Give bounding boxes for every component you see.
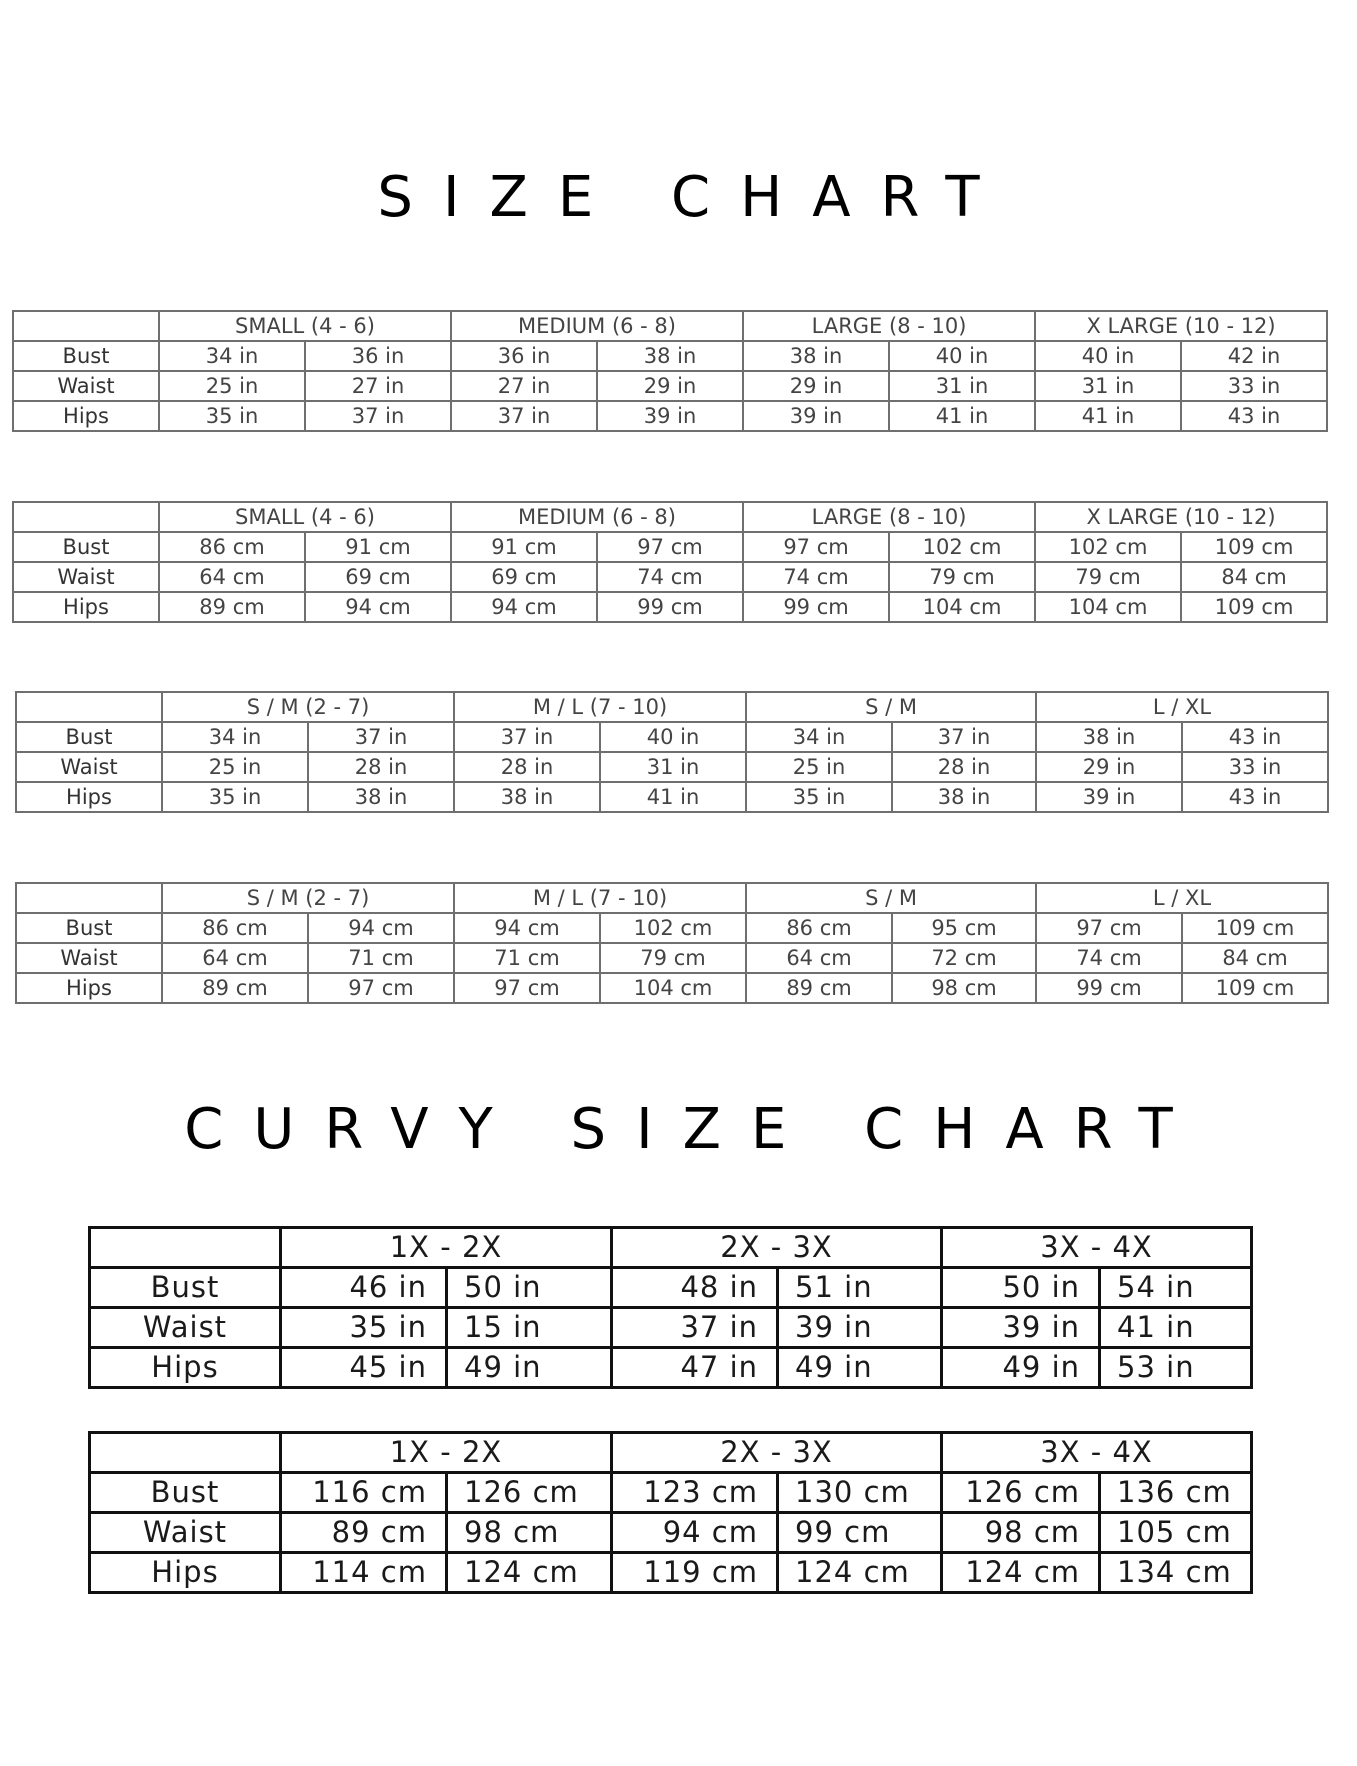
measurement-label: Waist bbox=[13, 562, 159, 592]
measurement-value: 45 in bbox=[281, 1348, 447, 1388]
measurement-value: 89 cm bbox=[281, 1513, 447, 1553]
measurement-label: Bust bbox=[90, 1473, 281, 1513]
measurement-value: 27 in bbox=[305, 371, 451, 401]
measurement-value: 84 cm bbox=[1181, 562, 1327, 592]
measurement-value: 126 cm bbox=[942, 1473, 1100, 1513]
measurement-value: 79 cm bbox=[1035, 562, 1181, 592]
curvy-size-chart-title: CURVY SIZE CHART bbox=[184, 1097, 1203, 1162]
measurement-value: 94 cm bbox=[451, 592, 597, 622]
size-table bbox=[12, 501, 1328, 623]
size-group-header: S / M (2 - 7) bbox=[162, 692, 454, 722]
measurement-value: 34 in bbox=[162, 722, 308, 752]
measurement-value: 109 cm bbox=[1181, 592, 1327, 622]
measurement-value: 43 in bbox=[1182, 722, 1328, 752]
measurement-value: 43 in bbox=[1181, 401, 1327, 431]
measurement-value: 28 in bbox=[892, 752, 1036, 782]
measurement-value: 25 in bbox=[746, 752, 892, 782]
table-corner-cell bbox=[90, 1433, 281, 1473]
measurement-value: 37 in bbox=[305, 401, 451, 431]
measurement-value: 71 cm bbox=[308, 943, 454, 973]
measurement-value: 97 cm bbox=[743, 532, 889, 562]
measurement-label: Hips bbox=[13, 401, 159, 431]
measurement-value: 97 cm bbox=[1036, 913, 1182, 943]
measurement-value: 134 cm bbox=[1100, 1553, 1252, 1593]
measurement-value: 97 cm bbox=[597, 532, 743, 562]
measurement-value: 74 cm bbox=[743, 562, 889, 592]
size-group-header: X LARGE (10 - 12) bbox=[1035, 502, 1327, 532]
table-corner-cell bbox=[16, 883, 162, 913]
size-group-header: 2X - 3X bbox=[612, 1228, 942, 1268]
measurement-value: 89 cm bbox=[162, 973, 308, 1003]
measurement-value: 54 in bbox=[1100, 1268, 1252, 1308]
measurement-value: 37 in bbox=[308, 722, 454, 752]
size-group-header: S / M bbox=[746, 883, 1036, 913]
measurement-value: 102 cm bbox=[600, 913, 746, 943]
table-header-row bbox=[16, 883, 1328, 913]
measurement-value: 104 cm bbox=[889, 592, 1035, 622]
size-group-header: 3X - 4X bbox=[942, 1228, 1252, 1268]
table-header-row bbox=[13, 311, 1327, 341]
measurement-value: 124 cm bbox=[942, 1553, 1100, 1593]
measurement-value: 25 in bbox=[159, 371, 305, 401]
table-row bbox=[13, 371, 1327, 401]
measurement-value: 40 in bbox=[1035, 341, 1181, 371]
measurement-label: Waist bbox=[16, 943, 162, 973]
measurement-value: 38 in bbox=[892, 782, 1036, 812]
measurement-value: 69 cm bbox=[305, 562, 451, 592]
measurement-value: 38 in bbox=[454, 782, 600, 812]
measurement-value: 86 cm bbox=[746, 913, 892, 943]
measurement-value: 37 in bbox=[612, 1308, 778, 1348]
table-row bbox=[90, 1553, 1252, 1593]
measurement-value: 29 in bbox=[743, 371, 889, 401]
measurement-value: 38 in bbox=[1036, 722, 1182, 752]
table-header-row bbox=[90, 1433, 1252, 1473]
measurement-label: Bust bbox=[13, 341, 159, 371]
measurement-value: 74 cm bbox=[597, 562, 743, 592]
measurement-value: 35 in bbox=[281, 1308, 447, 1348]
measurement-value: 35 in bbox=[159, 401, 305, 431]
size-table bbox=[15, 882, 1329, 1004]
measurement-value: 94 cm bbox=[612, 1513, 778, 1553]
measurement-label: Bust bbox=[16, 913, 162, 943]
measurement-value: 124 cm bbox=[778, 1553, 942, 1593]
measurement-label: Waist bbox=[13, 371, 159, 401]
measurement-value: 41 in bbox=[889, 401, 1035, 431]
measurement-value: 41 in bbox=[1100, 1308, 1252, 1348]
size-group-header: 2X - 3X bbox=[612, 1433, 942, 1473]
measurement-value: 34 in bbox=[746, 722, 892, 752]
measurement-value: 64 cm bbox=[162, 943, 308, 973]
table-header-row bbox=[90, 1228, 1252, 1268]
measurement-value: 49 in bbox=[447, 1348, 612, 1388]
measurement-value: 94 cm bbox=[305, 592, 451, 622]
measurement-value: 126 cm bbox=[447, 1473, 612, 1513]
measurement-value: 64 cm bbox=[746, 943, 892, 973]
measurement-value: 49 in bbox=[778, 1348, 942, 1388]
measurement-value: 89 cm bbox=[746, 973, 892, 1003]
measurement-value: 37 in bbox=[892, 722, 1036, 752]
measurement-label: Hips bbox=[13, 592, 159, 622]
measurement-value: 51 in bbox=[778, 1268, 942, 1308]
measurement-value: 29 in bbox=[1036, 752, 1182, 782]
measurement-value: 98 cm bbox=[892, 973, 1036, 1003]
measurement-value: 43 in bbox=[1182, 782, 1328, 812]
measurement-value: 15 in bbox=[447, 1308, 612, 1348]
measurement-label: Bust bbox=[13, 532, 159, 562]
measurement-value: 72 cm bbox=[892, 943, 1036, 973]
size-group-header: X LARGE (10 - 12) bbox=[1035, 311, 1327, 341]
measurement-value: 35 in bbox=[162, 782, 308, 812]
measurement-value: 33 in bbox=[1182, 752, 1328, 782]
table-row bbox=[90, 1473, 1252, 1513]
table-row bbox=[13, 532, 1327, 562]
measurement-value: 74 cm bbox=[1036, 943, 1182, 973]
measurement-label: Waist bbox=[90, 1308, 281, 1348]
measurement-value: 38 in bbox=[597, 341, 743, 371]
table-row bbox=[16, 973, 1328, 1003]
measurement-value: 49 in bbox=[942, 1348, 1100, 1388]
table-header-row bbox=[16, 692, 1328, 722]
table-corner-cell bbox=[16, 692, 162, 722]
measurement-value: 79 cm bbox=[600, 943, 746, 973]
size-group-header: LARGE (8 - 10) bbox=[743, 502, 1035, 532]
table-row bbox=[16, 752, 1328, 782]
measurement-value: 28 in bbox=[308, 752, 454, 782]
size-group-header: S / M (2 - 7) bbox=[162, 883, 454, 913]
measurement-value: 130 cm bbox=[778, 1473, 942, 1513]
measurement-label: Waist bbox=[90, 1513, 281, 1553]
measurement-value: 31 in bbox=[889, 371, 1035, 401]
measurement-value: 95 cm bbox=[892, 913, 1036, 943]
measurement-value: 37 in bbox=[451, 401, 597, 431]
size-group-header: L / XL bbox=[1036, 692, 1328, 722]
measurement-value: 102 cm bbox=[889, 532, 1035, 562]
measurement-value: 37 in bbox=[454, 722, 600, 752]
curvy-size-table bbox=[88, 1226, 1253, 1389]
measurement-value: 109 cm bbox=[1182, 973, 1328, 1003]
size-group-header: 3X - 4X bbox=[942, 1433, 1252, 1473]
measurement-value: 105 cm bbox=[1100, 1513, 1252, 1553]
measurement-value: 39 in bbox=[597, 401, 743, 431]
table-row bbox=[16, 722, 1328, 752]
measurement-value: 46 in bbox=[281, 1268, 447, 1308]
measurement-value: 99 cm bbox=[743, 592, 889, 622]
measurement-value: 40 in bbox=[889, 341, 1035, 371]
measurement-value: 36 in bbox=[451, 341, 597, 371]
measurement-value: 91 cm bbox=[451, 532, 597, 562]
measurement-label: Hips bbox=[16, 973, 162, 1003]
table-header-row bbox=[13, 502, 1327, 532]
table-row bbox=[90, 1268, 1252, 1308]
table-corner-cell bbox=[13, 311, 159, 341]
measurement-value: 34 in bbox=[159, 341, 305, 371]
measurement-value: 104 cm bbox=[1035, 592, 1181, 622]
measurement-label: Hips bbox=[90, 1348, 281, 1388]
table-row bbox=[13, 341, 1327, 371]
size-group-header: SMALL (4 - 6) bbox=[159, 311, 451, 341]
table-row bbox=[90, 1308, 1252, 1348]
measurement-value: 79 cm bbox=[889, 562, 1035, 592]
measurement-value: 38 in bbox=[308, 782, 454, 812]
table-row bbox=[90, 1513, 1252, 1553]
size-group-header: 1X - 2X bbox=[281, 1228, 612, 1268]
measurement-value: 28 in bbox=[454, 752, 600, 782]
measurement-label: Waist bbox=[16, 752, 162, 782]
measurement-value: 31 in bbox=[1035, 371, 1181, 401]
measurement-value: 97 cm bbox=[454, 973, 600, 1003]
measurement-value: 25 in bbox=[162, 752, 308, 782]
measurement-value: 99 cm bbox=[1036, 973, 1182, 1003]
measurement-value: 50 in bbox=[942, 1268, 1100, 1308]
measurement-value: 64 cm bbox=[159, 562, 305, 592]
measurement-value: 86 cm bbox=[159, 532, 305, 562]
size-group-header: LARGE (8 - 10) bbox=[743, 311, 1035, 341]
table-row bbox=[16, 913, 1328, 943]
measurement-value: 31 in bbox=[600, 752, 746, 782]
measurement-value: 116 cm bbox=[281, 1473, 447, 1513]
measurement-value: 39 in bbox=[942, 1308, 1100, 1348]
measurement-value: 114 cm bbox=[281, 1553, 447, 1593]
size-table bbox=[15, 691, 1329, 813]
table-row bbox=[16, 782, 1328, 812]
table-row bbox=[13, 562, 1327, 592]
measurement-value: 89 cm bbox=[159, 592, 305, 622]
measurement-value: 71 cm bbox=[454, 943, 600, 973]
measurement-value: 91 cm bbox=[305, 532, 451, 562]
measurement-value: 99 cm bbox=[597, 592, 743, 622]
measurement-value: 136 cm bbox=[1100, 1473, 1252, 1513]
measurement-value: 39 in bbox=[778, 1308, 942, 1348]
size-group-header: MEDIUM (6 - 8) bbox=[451, 502, 743, 532]
measurement-value: 97 cm bbox=[308, 973, 454, 1003]
measurement-value: 39 in bbox=[743, 401, 889, 431]
size-chart-title: SIZE CHART bbox=[377, 165, 1010, 230]
measurement-value: 27 in bbox=[451, 371, 597, 401]
measurement-value: 35 in bbox=[746, 782, 892, 812]
measurement-value: 84 cm bbox=[1182, 943, 1328, 973]
measurement-value: 41 in bbox=[600, 782, 746, 812]
table-row bbox=[90, 1348, 1252, 1388]
measurement-value: 47 in bbox=[612, 1348, 778, 1388]
measurement-value: 36 in bbox=[305, 341, 451, 371]
measurement-value: 98 cm bbox=[942, 1513, 1100, 1553]
measurement-value: 42 in bbox=[1181, 341, 1327, 371]
size-table bbox=[12, 310, 1328, 432]
measurement-value: 50 in bbox=[447, 1268, 612, 1308]
measurement-value: 38 in bbox=[743, 341, 889, 371]
measurement-value: 41 in bbox=[1035, 401, 1181, 431]
measurement-value: 123 cm bbox=[612, 1473, 778, 1513]
curvy-size-table bbox=[88, 1431, 1253, 1594]
measurement-value: 29 in bbox=[597, 371, 743, 401]
measurement-value: 86 cm bbox=[162, 913, 308, 943]
size-group-header: M / L (7 - 10) bbox=[454, 883, 746, 913]
measurement-value: 94 cm bbox=[308, 913, 454, 943]
measurement-value: 102 cm bbox=[1035, 532, 1181, 562]
measurement-value: 69 cm bbox=[451, 562, 597, 592]
measurement-value: 124 cm bbox=[447, 1553, 612, 1593]
size-group-header: SMALL (4 - 6) bbox=[159, 502, 451, 532]
table-row bbox=[16, 943, 1328, 973]
table-row bbox=[13, 592, 1327, 622]
measurement-value: 33 in bbox=[1181, 371, 1327, 401]
measurement-label: Hips bbox=[90, 1553, 281, 1593]
measurement-value: 48 in bbox=[612, 1268, 778, 1308]
size-group-header: 1X - 2X bbox=[281, 1433, 612, 1473]
measurement-label: Bust bbox=[16, 722, 162, 752]
measurement-value: 94 cm bbox=[454, 913, 600, 943]
measurement-value: 53 in bbox=[1100, 1348, 1252, 1388]
measurement-value: 119 cm bbox=[612, 1553, 778, 1593]
measurement-value: 109 cm bbox=[1182, 913, 1328, 943]
measurement-value: 39 in bbox=[1036, 782, 1182, 812]
size-group-header: S / M bbox=[746, 692, 1036, 722]
measurement-label: Bust bbox=[90, 1268, 281, 1308]
measurement-value: 99 cm bbox=[778, 1513, 942, 1553]
measurement-value: 104 cm bbox=[600, 973, 746, 1003]
table-row bbox=[13, 401, 1327, 431]
size-group-header: MEDIUM (6 - 8) bbox=[451, 311, 743, 341]
size-group-header: L / XL bbox=[1036, 883, 1328, 913]
measurement-value: 109 cm bbox=[1181, 532, 1327, 562]
measurement-label: Hips bbox=[16, 782, 162, 812]
size-group-header: M / L (7 - 10) bbox=[454, 692, 746, 722]
table-corner-cell bbox=[90, 1228, 281, 1268]
measurement-value: 40 in bbox=[600, 722, 746, 752]
table-corner-cell bbox=[13, 502, 159, 532]
measurement-value: 98 cm bbox=[447, 1513, 612, 1553]
